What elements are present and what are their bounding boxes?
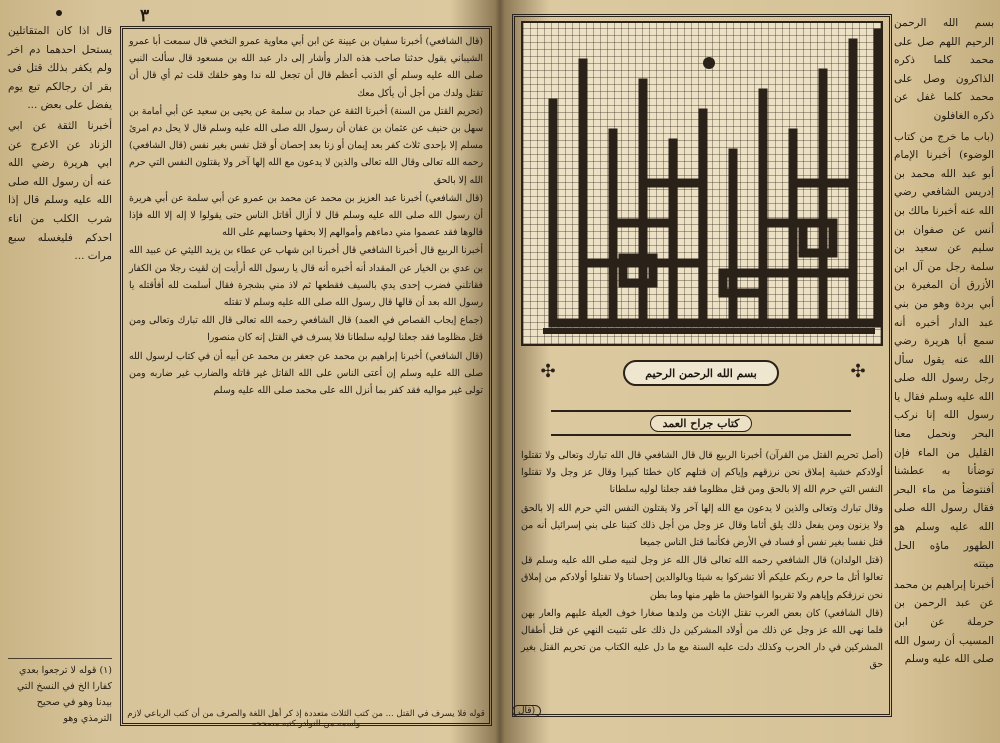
chapter-title xyxy=(551,410,851,436)
margin-paragraph: أخبرنا إبراهيم بن محمد عن عبد الرحمن بن حرملة عن ابن المسيب أن رسول الله صلى الله عليه وسلم xyxy=(894,578,994,666)
page-number: ٣ xyxy=(140,6,150,26)
left-main-text xyxy=(129,33,483,709)
knot-ornament-icon: ✣ xyxy=(850,361,866,382)
dot-mark xyxy=(56,10,62,16)
left-margin-commentary xyxy=(8,22,112,733)
text-paragraph: أخبرنا الربيع قال أخبرنا الشافعي قال أخبرنا ابن شهاب عن عطاء بن يزيد الليثي عن عبيد الله بن عدي بن الخيار عن المقداد أنه أخبره أنه قال يا رسول الله أرأيت إن لقيت رجلا من الكفار فقاتلني فضرب إحدى يدي بالسيف فقطعها ثم لاذ مني بشجرة فقال أسلمت لله أفأقتله يا رسول الله بعد أن قالها قال رسول الله صلى الله عليه وسلم لا تقتله xyxy=(129,245,483,309)
margin-paragraph: (باب ما خرج من كتاب الوضوء) أخبرنا الإمام أبو عبد الله محمد بن إدريس الشافعي رضي الله عنه أخبرنا مالك بن أنس عن صفوان بن سليم عن سعيد بن سلمة رجل من آل ابن الأزرق أن المغيرة بن أبي بردة وهو من بني عبد الدار أخبره أنه سمع أبا هريرة رضي الله عنه يقول سأل رجل رسول الله صلى الله عليه وسلم فقال يا رسول الله إنا نركب البحر ونحمل معنا القليل من الماء فإن توضأنا به عطشنا أفنتوضأ من ماء البحر فقال رسول الله صلى الله عليه وسلم هو الطهور ماؤه الحل ميتته xyxy=(894,130,994,571)
catchword: (قال xyxy=(512,705,541,717)
calligraphy-panel xyxy=(521,21,883,346)
right-main-text xyxy=(521,447,883,706)
basmala-cartouche: بسم الله الرحمن الرحيم xyxy=(623,360,779,386)
margin-paragraph: قال اذا كان المتقاتلين يستحل احدهما دم اخر ولم يكفر بذلك قتل فى بقر ان رجالكم تبع يوم يفضل على بعض ... xyxy=(8,25,112,112)
left-page xyxy=(0,0,496,743)
left-main-frame xyxy=(120,26,492,729)
right-page xyxy=(504,0,1000,743)
margin-paragraph: أخبرنا الثقة عن ابي الزناد عن الاعرج عن ابي هريرة رضي الله عنه أن رسول الله صلى الله عليه وسلم قال إذا شرب الكلب من اناء احدكم فليغسله سبع مرات ... xyxy=(8,119,112,263)
kufic-calligraphy-ornament xyxy=(523,23,895,344)
text-paragraph: (قتل الولدان) قال الشافعي رحمه الله تعالى قال الله عز وجل لنبيه صلى الله عليه وسلم قل تعالوا أتل ما حرم ربكم عليكم ألا تشركوا به شيئا وبالوالدين إحسانا ولا تقتلوا أولادكم من إملاق نحن نرزقكم وإياهم ولا تقربوا الفواحش ما ظهر منها وما بطن xyxy=(521,555,883,601)
margin-paragraph: بسم الله الرحمن الرحيم اللهم صل على محمد كلما ذكره الذاكرون وصل على محمد كلما غفل عن ذكره الغافلون xyxy=(894,17,994,122)
chapter-title-label: كتاب جراح العمد xyxy=(650,415,753,432)
text-paragraph: (تحريم القتل من السنة) أخبرنا الثقة عن حماد بن سلمة عن يحيى بن سعيد عن أبي أمامة بن سهل بن حنيف عن عثمان بن عفان أن رسول الله صلى الله عليه وسلم قال لا يحل دم امرئ مسلم إلا بإحدى ثلاث كفر بعد إيمان أو زنا بعد إحصان أو قتل نفس بغير نفس (قال الشافعي) رحمه الله تعالى وقال الله تعالى والذين لا يدعون مع الله إلها آخر ولا يقتلون النفس التي حرم الله إلا بالحق xyxy=(129,105,483,186)
text-paragraph: (أصل تحريم القتل من القرآن) أخبرنا الربيع قال قال الشافعي قال الله تبارك وتعالى ولا تقتلوا أولادكم خشية إملاق نحن نرزقهم وإياكم إن قتلهم كان خطئا كبيرا وقال عز وجل ولا تقتلوا النفس التي حرم الله إلا بالحق ومن قتل مظلوما فقد جعلنا لوليه سلطانا xyxy=(521,450,883,496)
text-paragraph: وقال تبارك وتعالى والذين لا يدعون مع الله إلها آخر ولا يقتلون النفس التي حرم الله إلا بالحق ولا يزنون ومن يفعل ذلك يلق أثاما وقال عز وجل من أجل ذلك كتبنا على بني إسرائيل أنه من قتل نفسا بغير نفس أو فساد في الأرض فكأنما قتل الناس جميعا xyxy=(521,502,883,549)
footnote: (١) قوله لا ترجعوا بعدي كفارا الخ في النسخ التي بيدنا وهو في صحيح الترمذي وهو xyxy=(8,658,112,728)
knot-ornament-icon: ✣ xyxy=(540,361,556,382)
text-paragraph: (قال الشافعي) أخبرنا عبد العزيز بن محمد عن محمد بن عمرو عن أبي سلمة عن أبي هريرة أن رسول الله صلى الله عليه وسلم قال لا أزال أقاتل الناس حتى يقولوا لا إله إلا الله فإذا قالوها فقد عصموا مني دماءهم وأموالهم إلا بحقها وحسابهم على الله xyxy=(129,192,483,239)
right-main-frame xyxy=(512,14,892,717)
bottom-note: قوله فلا يسرف في القتل ... من كتب الثلاث متعددة إذ كر أهل اللغة والصرف من أن كتب الرباعي لازم واسمه من النوادر كتبه مصححه xyxy=(127,709,485,729)
text-paragraph: (جماع إيجاب القصاص في العمد) قال الشافعي رحمه الله تعالى قال الله تبارك وتعالى ومن قتل مظلوما فقد جعلنا لوليه سلطانا فلا يسرف في القتل إنه كان منصورا xyxy=(129,315,483,344)
text-paragraph: (قال الشافعي) أخبرنا سفيان بن عيينة عن ابن أبي معاوية عمرو النخعي قال سمعت أبا عمرو الشيباني يقول حدثنا صاحب هذه الدار وأشار إلى دار عبد الله بن مسعود قال سألت النبي صلى الله عليه وسلم أي الذنب أعظم قال أن تجعل لله ندا وهو خلقك قلت ثم أي قال أن تقتل ولدك من أجل أن يأكل معك xyxy=(129,36,483,99)
text-paragraph: (قال الشافعي) كان بعض العرب تقتل الإناث من ولدها صغارا خوف العيلة عليهم والعار بهن فلما نهى الله عز وجل عن ذلك من أولاد المشركين دل ذلك على تثبيت النهي عن قتل أطفال المشركين في دار الحرب وكذلك دلت عليه السنة مع ما دل عليه الكتاب من تحريم القتل بغير حق xyxy=(521,607,883,671)
right-margin-commentary xyxy=(894,14,994,733)
text-paragraph: (قال الشافعي) أخبرنا إبراهيم بن محمد عن جعفر بن محمد عن أبيه أن في كتاب لرسول الله صلى الله عليه وسلم إن أعتى الناس على الله القاتل غير قاتله والضارب غير ضاربه ومن تولى غير مواليه فقد كفر بما أنزل الله على محمد صلى الله عليه وسلم xyxy=(129,350,483,397)
